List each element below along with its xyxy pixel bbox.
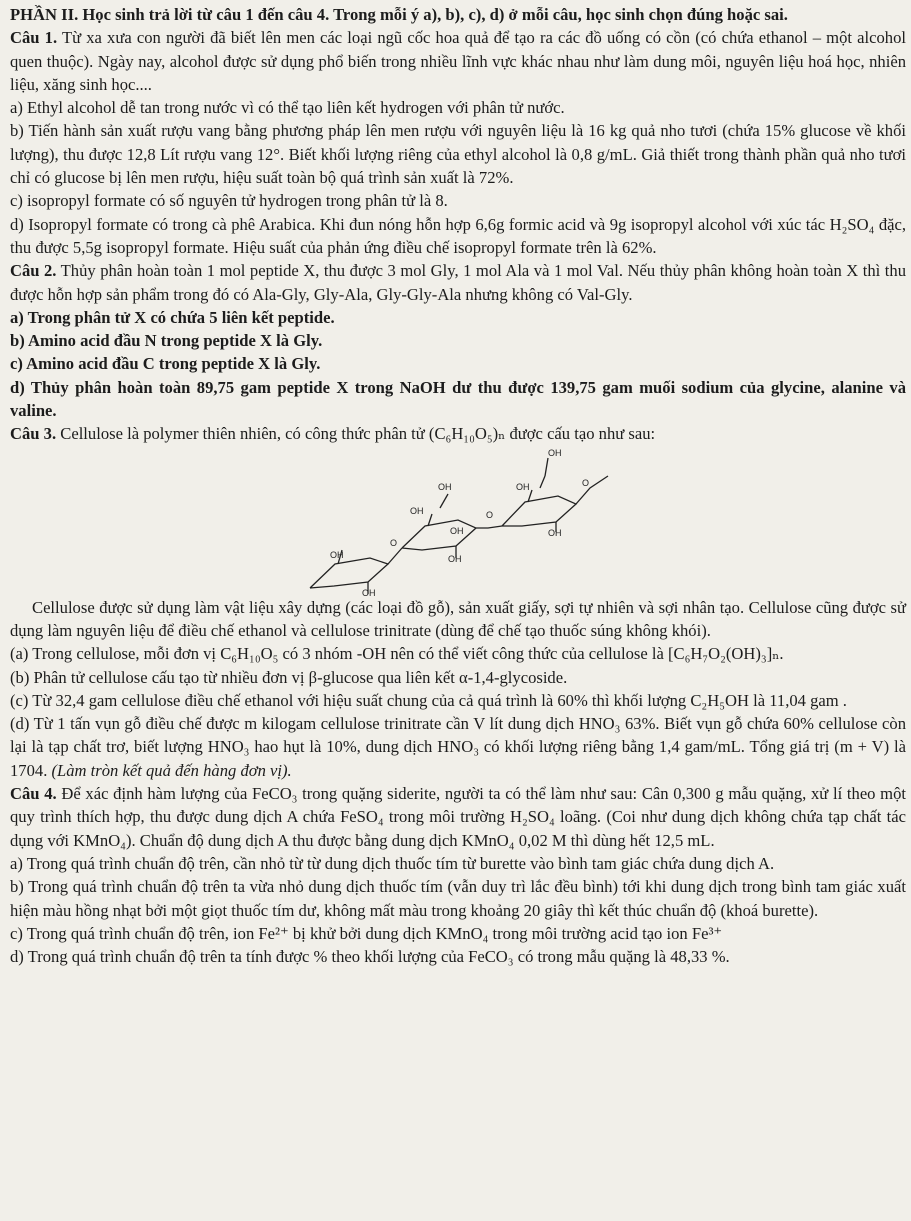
q4-option-b: b) Trong quá trình chuẩn độ trên ta vừa nhỏ dung dịch thuốc tím (vẫn duy trì lắc đều bình) tới khi dung dịch trong bình tam giác xuất hiện màu hồng nhạt bởi một giọt thuốc tím dư, không mất màu trong khoảng 20 giây thì kết thúc chuẩn độ (khoá burette).	[10, 877, 906, 920]
q2-label: Câu 2.	[10, 261, 57, 281]
q3-option-c: (c) Từ 32,4 gam cellulose điều chế ethanol với hiệu suất chung của cả quá trình là 60% thì khối lượng C₂H₅OH là 11,04 gam .	[10, 690, 847, 710]
q4-intro	[10, 782, 906, 852]
q4-option-d: d) Trong quá trình chuẩn độ trên ta tính được % theo khối lượng của FeCO₃ có trong mẫu quặng là 48,33 %.	[10, 947, 730, 967]
oh-label-2: OH	[362, 587, 376, 596]
q3-option-d-note: (Làm tròn kết quả đến hàng đơn vị).	[47, 760, 292, 780]
oh-label-7: OH	[548, 527, 562, 538]
oh-label-4: OH	[450, 525, 464, 536]
cellulose-structure-diagram	[290, 446, 670, 596]
q3-intro	[10, 422, 906, 445]
cellulose-structure-figure	[10, 446, 906, 596]
ring-oxygen-3: O	[582, 477, 590, 488]
q1-label: Câu 1.	[10, 28, 58, 48]
glycoside-link-1	[388, 548, 402, 564]
q1-intro-text: Từ xa xưa con người đã biết lên men các loại ngũ cốc hoa quả để tạo ra các đồ uống có cồn (có chứa ethanol – một alcohol quen thuộc). Ngày nay, alcohol được sử dụng phổ biến trong nhiều lĩnh vực khác nhau như làm dung môi, nguyên liệu hoá học, nhiên liệu, xăng sinh học....	[10, 28, 906, 94]
oh-label-5: OH	[448, 553, 462, 564]
q1-intro	[10, 26, 906, 96]
ring-oxygen-2: O	[486, 509, 494, 520]
q1-option-c: c) isopropyl formate có số nguyên tử hydrogen trong phân tử là 8.	[10, 191, 448, 211]
glycoside-link-3	[576, 476, 608, 504]
q3-option-d	[10, 712, 906, 782]
q3-option-b: (b) Phân tử cellulose cấu tạo từ nhiều đơn vị β-glucose qua liên kết α-1,4-glycoside.	[10, 667, 568, 687]
q2-option-c: c) Amino acid đầu C trong peptide X là Gly.	[10, 354, 321, 374]
q2-option-b: b) Amino acid đầu N trong peptide X là Gly.	[10, 331, 323, 351]
glucose-ring-2	[402, 520, 476, 550]
glycoside-link-2	[476, 526, 502, 528]
oh-label-1: OH	[330, 549, 344, 560]
q2-intro-text: Thủy phân hoàn toàn 1 mol peptide X, thu được 3 mol Gly, 1 mol Ala và 1 mol Val. Nếu thủy phân không hoàn toàn X thì thu được hỗn hợp sản phẩm trong đó có Ala-Gly, Gly-Ala, Gly-Gly-Ala nhưng không có Val-Gly.	[10, 261, 906, 304]
q4-option-c: c) Trong quá trình chuẩn độ trên, ion Fe²⁺ bị khử bởi dung dịch KMnO₄ trong môi trường acid tạo ion Fe³⁺	[10, 923, 723, 943]
glucose-ring-3	[502, 496, 576, 526]
ring-oxygen-1: O	[390, 537, 398, 548]
q4-label: Câu 4.	[10, 784, 57, 804]
glucose-ring-1	[310, 558, 388, 588]
q4-intro-text: Để xác định hàm lượng của FeCO₃ trong quặng siderite, người ta có thể làm như sau: Cân 0,300 g mẫu quặng, xử lí theo một quy trình thích hợp, thu được dung dịch A chứa FeSO₄ trong môi trường H₂SO₄ loãng. (Coi như dung dịch không chứa tạp chất tác dụng với KMnO₄). Chuẩn độ dung dịch A thu được bằng dung dịch KMnO₄ 0,02 M thì dùng hết 12,5 mL.	[10, 784, 906, 850]
q3-intro-text: Cellulose là polymer thiên nhiên, có công thức phân tử (C₆H₁₀O₅)ₙ được cấu tạo như sau:	[56, 424, 656, 444]
q2-option-d: d) Thủy phân hoàn toàn 89,75 gam peptide X trong NaOH dư thu được 139,75 gam muối sodium của glycine, alanine và valine.	[10, 377, 906, 421]
oh-label-6: OH	[516, 481, 530, 492]
q3-option-d-text: (d) Từ 1 tấn vụn gỗ điều chế được m kilogam cellulose trinitrate cần V lít dung dịch HNO₃ 63%. Biết vụn gỗ chứa 60% cellulose còn lại là tạp chất trơ, biết lượng HNO₃ hao hụt là 10%, dung dịch HNO₃ có khối lượng riêng bằng 1,4 gam/mL. Tổng giá trị (m + V) là 1704.	[10, 714, 906, 780]
exam-page	[10, 3, 906, 968]
q1-option-d: d) Isopropyl formate có trong cà phê Arabica. Khi đun nóng hỗn hợp 6,6g formic acid và 9g isopropyl alcohol với xúc tác H₂SO₄ đặc, thu được 5,5g isopropyl formate. Hiệu suất của phản ứng điều chế isopropyl formate trên là 62%.	[10, 214, 906, 257]
q3-description: Cellulose được sử dụng làm vật liệu xây dựng (các loại đồ gỗ), sản xuất giấy, sợi tự nhiên và sợi nhân tạo. Cellulose cũng được sử dụng làm nguyên liệu để điều chế ethanol và cellulose trinitrate (dùng để chế tạo thuốc súng không khói).	[10, 597, 906, 640]
q2-intro	[10, 259, 906, 306]
q3-label: Câu 3.	[10, 424, 57, 444]
part-heading: PHẦN II. Học sinh trả lời từ câu 1 đến câu 4. Trong mỗi ý a), b), c), d) ở mỗi câu, học sinh chọn đúng hoặc sai.	[10, 5, 788, 24]
q4-option-a: a) Trong quá trình chuẩn độ trên, cần nhỏ từ từ dung dịch thuốc tím từ burette vào bình tam giác chứa dung dịch A.	[10, 853, 775, 873]
q2-option-a: a) Trong phân tử X có chứa 5 liên kết peptide.	[10, 307, 335, 327]
oh-label-3: OH	[410, 505, 424, 516]
oh-label-9: OH	[438, 481, 452, 492]
q3-option-a: (a) Trong cellulose, mỗi đơn vị C₆H₁₀O₅ có 3 nhóm -OH nên có thể viết công thức của cellulose là [C₆H₇O₂(OH)₃]ₙ.	[10, 644, 784, 664]
q1-option-b: b) Tiến hành sản xuất rượu vang bằng phương pháp lên men rượu với nguyên liệu là 16 kg quả nho tươi (chứa 15% glucose về khối lượng), thu được 12,8 Lít rượu vang 12°. Biết khối lượng riêng của ethyl alcohol là 0,8 g/mL. Giả thiết trong thành phần quả nho tươi chỉ có glucose bị lên men rượu, hiệu suất toàn bộ quá trình sản xuất là 72%.	[10, 121, 906, 188]
q1-option-a: a) Ethyl alcohol dễ tan trong nước vì có thể tạo liên kết hydrogen với phân tử nước.	[10, 98, 565, 118]
oh-label-8: OH	[548, 447, 562, 458]
